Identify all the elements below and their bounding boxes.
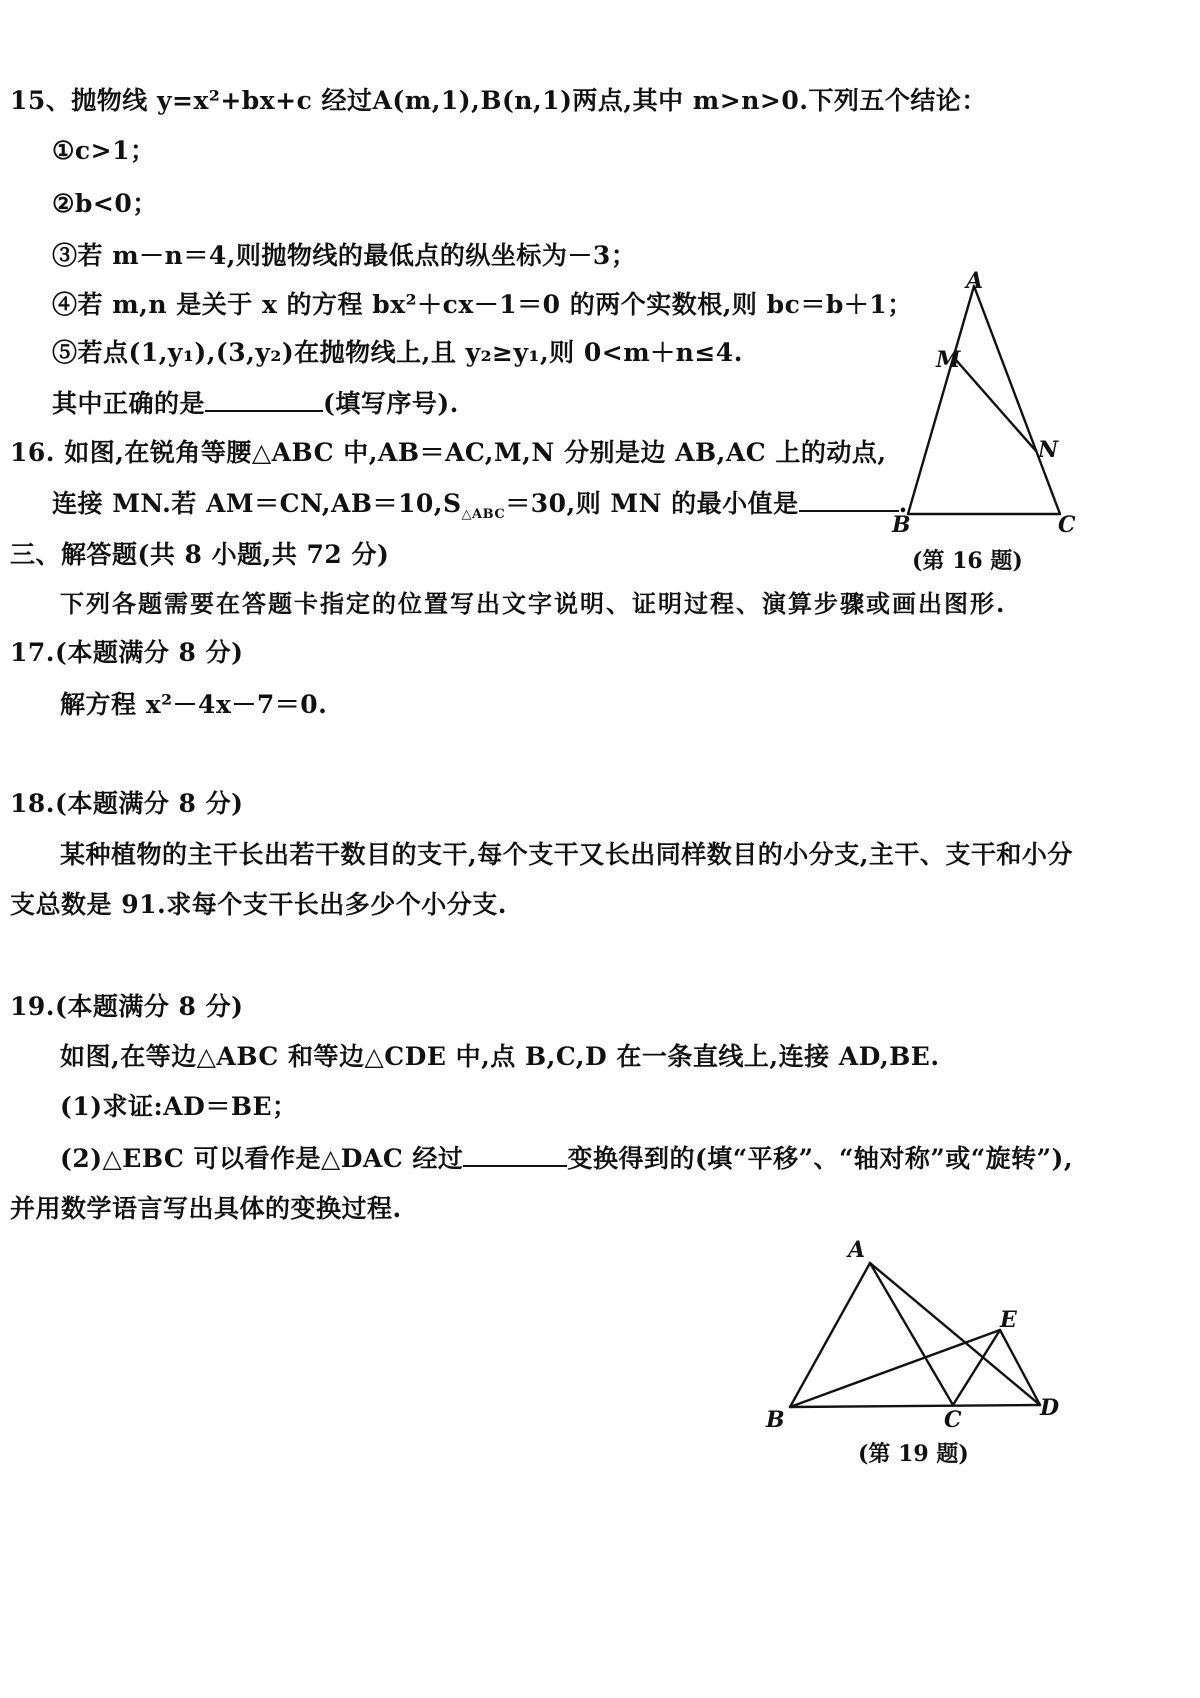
fig16-side-ac: [974, 286, 1060, 514]
q16-answer-blank[interactable]: [799, 486, 899, 512]
fig19-label-c: C: [944, 1407, 962, 1433]
fig16-label-m: M: [936, 347, 961, 373]
fig16-label-a: A: [966, 270, 984, 294]
fig19-side-ed: [1000, 1330, 1040, 1405]
q19-part-2-line-2: 并用数学语言写出具体的变换过程.: [10, 1194, 402, 1223]
q16-line-2-text: 连接 MN.若 AM＝CN,AB＝10,S: [52, 489, 462, 518]
q16-line-2: [52, 486, 908, 532]
section-3-instruction: 下列各题需要在答题卡指定的位置写出文字说明、证明过程、演算步骤或画出图形.: [60, 589, 1007, 618]
q15-answer-line: [52, 386, 459, 421]
q15-answer-suffix: (填写序号).: [323, 389, 459, 418]
fig19-side-ac: [870, 1263, 953, 1405]
fig16-segment-mn: [956, 360, 1036, 451]
q17-header: 17.(本题满分 8 分): [10, 638, 244, 667]
q19-line-1: 如图,在等边△ABC 和等边△CDE 中,点 B,C,D 在一条直线上,连接 AD,BE.: [60, 1042, 940, 1071]
fig19-label-e: E: [1000, 1307, 1017, 1333]
q18-line-2: 支总数是 91.求每个支干长出多少个小分支.: [10, 890, 507, 919]
q19-answer-blank[interactable]: [463, 1141, 567, 1167]
q15-conclusion-4: ④若 m,n 是关于 x 的方程 bx²＋cx－1＝0 的两个实数根,则 bc＝b＋1；: [52, 290, 913, 319]
q19-part-1: (1)求证:AD＝BE；: [60, 1092, 298, 1121]
fig19-label-b: B: [766, 1407, 785, 1433]
q15-conclusion-5: ⑤若点(1,y₁),(3,y₂)在抛物线上,且 y₂≥y₁,则 0<m＋n≤4.: [52, 338, 743, 367]
q15-answer-prefix: 其中正确的是: [52, 389, 206, 418]
fig16-label-b: B: [892, 512, 911, 538]
q15-stem: 15、抛物线 y=x²+bx+c 经过A(m,1),B(n,1)两点,其中 m>n>0.下列五个结论：: [10, 86, 987, 115]
fig19-label-d: D: [1040, 1395, 1060, 1421]
q18-line-1: 某种植物的主干长出若干数目的支干,每个支干又长出同样数目的小分支,主干、支干和小分: [60, 840, 1073, 869]
figure-19-triangles: [760, 1235, 1070, 1435]
q16-line-1: 16. 如图,在锐角等腰△ABC 中,AB＝AC,M,N 分别是边 AB,AC 上的动点,: [10, 438, 887, 467]
fig16-side-ab: [908, 286, 974, 514]
section-3-title: 三、解答题(共 8 小题,共 72 分): [10, 540, 390, 569]
q16-line-2-rest: ＝30,则 MN 的最小值是: [505, 489, 799, 518]
q19-part-2: [60, 1141, 1073, 1176]
q19-part-2-suffix: 变换得到的(填“平移”、“轴对称”或“旋转”),: [567, 1144, 1074, 1173]
fig19-side-ce: [953, 1330, 1000, 1405]
q19-header: 19.(本题满分 8 分): [10, 992, 244, 1021]
q15-conclusion-1: ①c>1；: [52, 136, 156, 165]
q18-header: 18.(本题满分 8 分): [10, 789, 244, 818]
q17-body: 解方程 x²－4x－7＝0.: [60, 690, 328, 719]
fig19-label-a: A: [848, 1237, 866, 1263]
q19-part-2-prefix: (2)△EBC 可以看作是△DAC 经过: [60, 1144, 464, 1173]
figure-16-triangle: [890, 270, 1090, 540]
fig16-label-n: N: [1038, 437, 1059, 463]
q16-line-2-end: .: [898, 489, 908, 518]
q16-area-subscript: △ABC: [461, 507, 506, 522]
q15-conclusion-3: ③若 m－n＝4,则抛物线的最低点的纵坐标为－3；: [52, 241, 637, 270]
fig19-line-bd: [790, 1405, 1040, 1407]
q15-answer-blank[interactable]: [205, 386, 323, 412]
fig19-side-ab: [790, 1263, 870, 1407]
figure-16-caption: (第 16 题): [912, 548, 1023, 574]
fig19-segment-ad: [870, 1263, 1040, 1405]
q15-conclusion-2: ②b<0；: [52, 189, 158, 218]
fig16-label-c: C: [1058, 512, 1076, 538]
fig19-segment-be: [790, 1330, 1000, 1407]
figure-19-caption: (第 19 题): [858, 1441, 969, 1467]
